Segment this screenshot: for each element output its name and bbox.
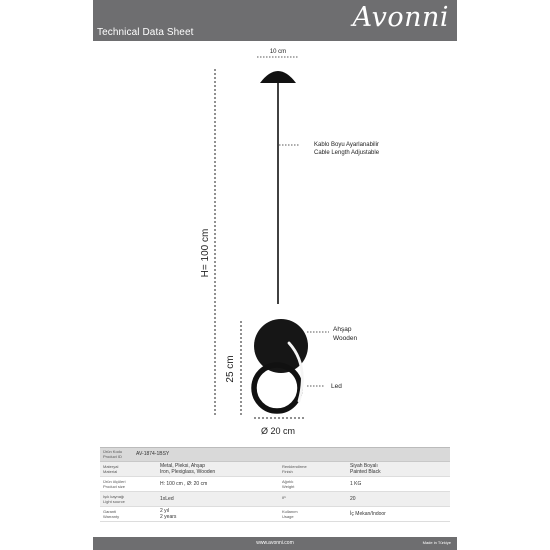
spec-value: 1xLed <box>160 496 174 502</box>
spec-label: Product size <box>103 484 126 489</box>
ceiling-canopy <box>260 71 296 83</box>
technical-drawing <box>93 41 457 441</box>
product-code-label-en: Product ID <box>103 454 122 459</box>
spec-value: H: 100 cm , Ø: 20 cm <box>160 481 208 487</box>
led-label: Led <box>331 383 342 390</box>
spec-label: Materyal <box>103 464 119 469</box>
spec-value: Siyah Boyalı <box>350 463 378 469</box>
spec-table <box>100 447 450 522</box>
spec-label: Ürün ölçüleri <box>103 479 126 484</box>
spec-value: 2 years <box>160 514 177 520</box>
spec-label: Ağırlık <box>282 479 294 484</box>
header-bar <box>93 0 457 41</box>
spec-value: Painted Black <box>350 469 381 475</box>
spec-label: Weight <box>282 484 295 489</box>
made-in-label: Made in Türkiye <box>422 540 451 545</box>
spec-label: Material <box>103 469 118 474</box>
spec-row <box>100 462 450 477</box>
spec-label: Işık kaynağı <box>103 494 125 499</box>
spec-value: Iron, Plexiglass, Wooden <box>160 469 216 475</box>
spec-label: IP <box>282 495 286 500</box>
spec-row <box>100 507 450 522</box>
spec-row <box>100 477 450 492</box>
cable-label-tr: Kablo Boyu Ayarlanabilir <box>314 142 379 148</box>
wood-label-en: Wooden <box>333 335 358 342</box>
product-code-value: AV-1874-1BSY <box>136 451 170 457</box>
body-height-label: 25 cm <box>225 355 236 383</box>
spec-value: İç Mekan/Indoor <box>350 511 386 517</box>
product-code-label-tr: Ürün Kodu <box>103 449 123 454</box>
wood-label-tr: Ahşap <box>333 326 352 333</box>
spec-label: Light source <box>103 499 125 504</box>
brand-logo: Avonni <box>352 2 449 33</box>
height-label: H= 100 cm <box>200 228 211 278</box>
product-code-row <box>100 448 450 462</box>
spec-label: Warranty <box>103 514 120 519</box>
spec-value: 20 <box>350 496 356 502</box>
spec-value: Metal, Pleksi, Ahşap <box>160 463 206 469</box>
spec-label: Garanti <box>103 509 117 514</box>
spec-value: 1 KG <box>350 481 362 487</box>
spec-label: Usage <box>282 514 294 519</box>
spec-label: Finish <box>282 469 293 474</box>
spec-label: Kullanım <box>282 509 298 514</box>
spec-row <box>100 492 450 507</box>
spec-value: 2 yıl <box>160 508 170 514</box>
diameter-label: Ø 20 cm <box>260 426 296 436</box>
cable-label-en: Cable Length Adjustable <box>314 150 380 156</box>
page-title: Technical Data Sheet <box>97 27 194 38</box>
top-width-label: 10 cm <box>269 49 287 55</box>
footer-bar <box>93 537 457 550</box>
website-link[interactable]: www.avonni.com <box>256 540 294 546</box>
spec-label: Renklendirme <box>282 464 307 469</box>
